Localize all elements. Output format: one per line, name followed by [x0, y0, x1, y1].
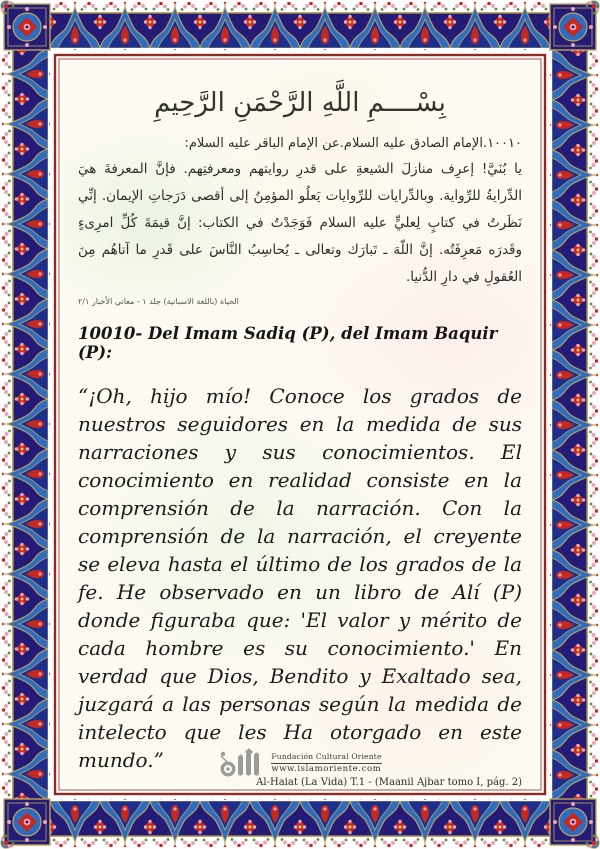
arabic-hadith-number-line: ١٠٠١٠.الإمام الصادق عليه السلام.عن الإمام الباقر عليه السلام: [184, 136, 522, 151]
footer-org-name: Fundación Cultural Oriente [271, 751, 382, 761]
footer-logo-block [62, 747, 538, 781]
bismillah-calligraphy: بِسْــــمِ اللَّهِ الرَّحْمَنِ الرَّحِيمِ [154, 88, 446, 118]
arabic-source-note: الحياة (باللغة الاسبانية) جلد ١ - معاني الأخبار ٢/١ [78, 297, 239, 306]
spanish-quote: “¡Oh, hijo mío! Conoce los grados de nuestros seguidores en la medida de sus narraciones y sus conocimientos. El conocimiento en realidad consiste en la comprensión de la narración. Con la comprensión de la narración, el creyente se eleva hasta el último de los grados de la fe. He observado en un libro de Alí (P) donde figuraba que: 'El valor y mérito de cada hombre es su conocimiento.' En verdad que Dios, Bendito y Exaltado sea, juzgará a las personas según la medida de intelecto que les Ha otorgado en este mundo.” [78, 384, 522, 772]
spanish-heading: 10010- Del Imam Sadiq (P), del Imam Baquir (P): [78, 324, 498, 362]
content-area [62, 62, 538, 787]
footer-website-url: www.islamoriente.com [271, 764, 382, 775]
fundacion-cultural-oriente-logo-icon [218, 747, 264, 781]
footer-text [271, 753, 381, 775]
arabic-hadith-text: يا بُنَيَّ! إعرِف منازلَ الشيعةِ على قدرِ روايتهم ومعرفتِهم. فإنَّ المعرفةَ هيَ الدِّرايةُ للرِّواية. وبالدِّرايات للرِّوايات يَعلُو المؤمِنُ إلى أقصى دَرَجاتِ الإيمان. إنِّي نَظَرتُ في كتابٍ لِعليٍّ عليه السلام فَوَجَدْتُ في الكتاب: إنَّ قيمَةَ كُلِّ امرِىءٍ وقَدرَه مَعرِفَتُه. إنَّ اللّهَ ـ تَبارَك وتعالى ـ يُحاسِبُ النَّاسَ على قَدرِ ما آتاهُم مِنَ العُقولِ في دارِ الدُّنيا. [78, 161, 522, 285]
spanish-attribution: Al-Haiat (La Vida) T.1 - (Maanil Ajbar tomo I, pág. 2) [256, 777, 522, 788]
